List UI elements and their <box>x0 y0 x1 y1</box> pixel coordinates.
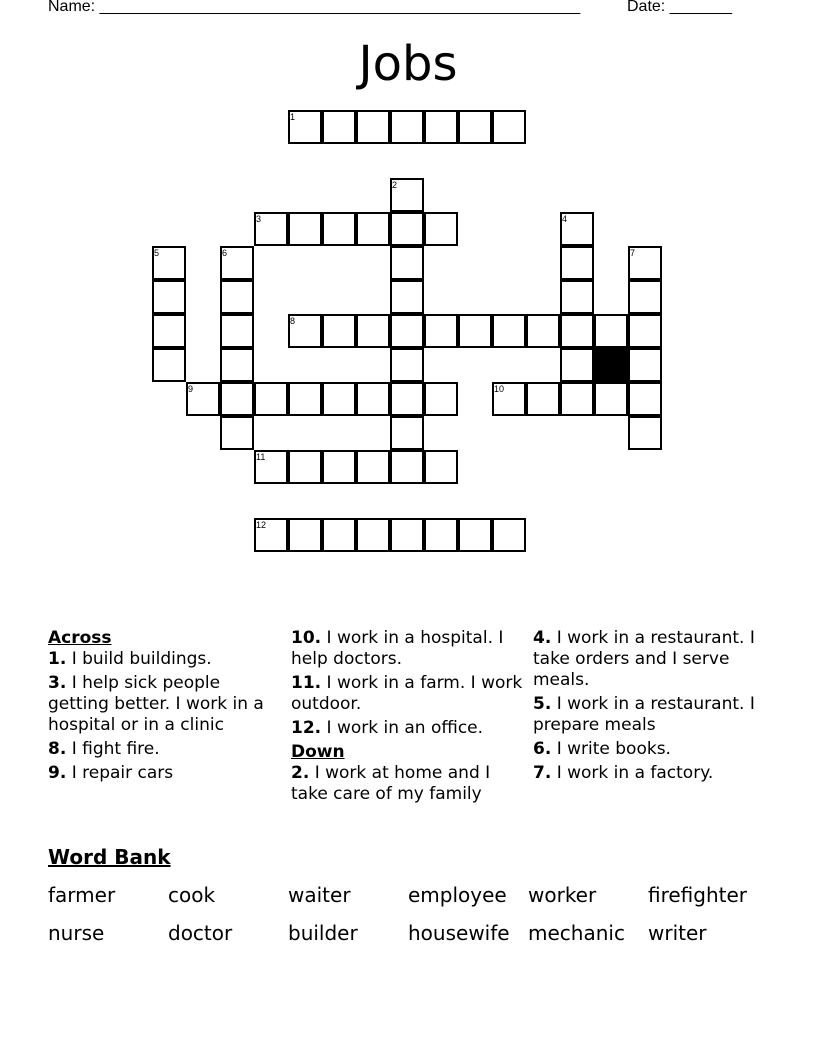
down-clue-7: 7. I work in a factory. <box>533 763 714 783</box>
word-bank-item: cook <box>168 883 216 907</box>
crossword-cell[interactable] <box>322 212 356 246</box>
clue-number: 1 <box>290 112 296 122</box>
crossword-cell[interactable] <box>390 518 424 552</box>
crossword-cell[interactable] <box>628 382 662 416</box>
crossword-cell[interactable] <box>288 212 322 246</box>
crossword-cell[interactable] <box>492 110 526 144</box>
crossword-cell[interactable] <box>390 212 424 246</box>
crossword-cell[interactable] <box>390 348 424 382</box>
crossword-cell[interactable] <box>220 416 254 450</box>
crossword-cell[interactable] <box>220 280 254 314</box>
crossword-cell[interactable] <box>220 382 254 416</box>
crossword-cell[interactable] <box>220 314 254 348</box>
crossword-cell[interactable] <box>492 314 526 348</box>
crossword-cell[interactable] <box>322 314 356 348</box>
crossword-cell[interactable] <box>254 382 288 416</box>
clue-column-1 <box>48 628 280 787</box>
crossword-cell[interactable] <box>458 518 492 552</box>
crossword-cell[interactable] <box>594 382 628 416</box>
crossword-cell[interactable] <box>356 110 390 144</box>
word-bank-item: worker <box>528 883 597 907</box>
across-clue-3: 3. I help sick people getting better. I work in a hospital or in a clinic <box>48 673 264 735</box>
crossword-cell[interactable] <box>628 416 662 450</box>
down-clue-5: 5. I work in a restaurant. I prepare meals <box>533 694 755 735</box>
across-heading: Across <box>48 628 112 648</box>
crossword-cell[interactable] <box>390 416 424 450</box>
word-bank-item: housewife <box>408 921 510 945</box>
word-bank-item: nurse <box>48 921 105 945</box>
crossword-cell[interactable] <box>458 314 492 348</box>
crossword-cell[interactable] <box>288 450 322 484</box>
crossword-cell[interactable] <box>390 246 424 280</box>
clue-number: 5 <box>154 248 160 258</box>
crossword-cell[interactable] <box>424 450 458 484</box>
word-bank-title: Word Bank <box>48 845 171 869</box>
crossword-cell[interactable] <box>424 212 458 246</box>
crossword-cell[interactable] <box>560 314 594 348</box>
word-bank-item: employee <box>408 883 507 907</box>
crossword-cell[interactable] <box>526 382 560 416</box>
page-title: Jobs <box>358 36 458 92</box>
word-bank-item: firefighter <box>648 883 748 907</box>
clue-number: 9 <box>188 384 194 394</box>
name-field-label: Name: ______________________________________________________ <box>48 0 581 15</box>
across-clue-12: 12. I work in an office. <box>291 718 484 738</box>
date-field-label: Date: _______ <box>627 0 732 15</box>
crossword-cell[interactable] <box>526 314 560 348</box>
crossword-cell[interactable] <box>560 382 594 416</box>
clue-number: 8 <box>290 316 296 326</box>
crossword-cell[interactable] <box>356 382 390 416</box>
clue-number: 2 <box>392 180 398 190</box>
crossword-cell[interactable] <box>628 280 662 314</box>
clue-number: 11 <box>256 452 266 462</box>
clue-column-2 <box>291 628 523 808</box>
word-bank-item: waiter <box>288 883 351 907</box>
clue-number: 4 <box>562 214 568 224</box>
word-bank-item: builder <box>288 921 358 945</box>
crossword-cell[interactable] <box>560 348 594 382</box>
crossword-black-cell <box>594 348 628 382</box>
across-clue-1: 1. I build buildings. <box>48 649 212 669</box>
clue-number: 12 <box>256 520 267 530</box>
clue-number: 7 <box>630 248 636 258</box>
down-clue-4: 4. I work in a restaurant. I take orders and I serve meals. <box>533 628 755 690</box>
crossword-cell[interactable] <box>356 450 390 484</box>
crossword-cell[interactable] <box>594 314 628 348</box>
crossword-cell[interactable] <box>390 280 424 314</box>
crossword-cell[interactable] <box>492 518 526 552</box>
crossword-cell[interactable] <box>560 246 594 280</box>
across-clue-11: 11. I work in a farm. I work outdoor. <box>291 673 523 714</box>
crossword-cell[interactable] <box>390 314 424 348</box>
crossword-cell[interactable] <box>322 518 356 552</box>
crossword-cell[interactable] <box>288 518 322 552</box>
crossword-cell[interactable] <box>458 110 492 144</box>
crossword-cell[interactable] <box>288 382 322 416</box>
word-bank-item: doctor <box>168 921 233 945</box>
crossword-cell[interactable] <box>220 348 254 382</box>
clue-number: 3 <box>256 214 262 224</box>
crossword-cell[interactable] <box>628 314 662 348</box>
crossword-cell[interactable] <box>152 348 186 382</box>
clue-number: 6 <box>222 248 228 258</box>
crossword-cell[interactable] <box>560 280 594 314</box>
crossword-cell[interactable] <box>356 314 390 348</box>
crossword-cell[interactable] <box>322 382 356 416</box>
word-bank-item: farmer <box>48 883 116 907</box>
crossword-cell[interactable] <box>424 110 458 144</box>
clue-number: 10 <box>494 384 505 394</box>
crossword-cell[interactable] <box>322 110 356 144</box>
across-clue-10: 10. I work in a hospital. I help doctors. <box>291 628 504 669</box>
crossword-cell[interactable] <box>390 110 424 144</box>
down-clue-2: 2. I work at home and I take care of my family <box>291 763 491 804</box>
crossword-cell[interactable] <box>152 314 186 348</box>
crossword-cell[interactable] <box>424 314 458 348</box>
crossword-cell[interactable] <box>152 280 186 314</box>
crossword-cell[interactable] <box>424 382 458 416</box>
word-bank-item: mechanic <box>528 921 625 945</box>
crossword-cell[interactable] <box>628 348 662 382</box>
crossword-cell[interactable] <box>356 212 390 246</box>
across-clue-9: 9. I repair cars <box>48 763 174 783</box>
down-clue-6: 6. I write books. <box>533 739 671 759</box>
across-clue-8: 8. I fight fire. <box>48 739 160 759</box>
crossword-cell[interactable] <box>424 518 458 552</box>
crossword-cell[interactable] <box>390 382 424 416</box>
word-bank-item: writer <box>648 921 707 945</box>
crossword-cell[interactable] <box>356 518 390 552</box>
crossword-cell[interactable] <box>390 450 424 484</box>
clue-column-3 <box>533 628 773 787</box>
down-heading: Down <box>291 742 345 762</box>
crossword-cell[interactable] <box>322 450 356 484</box>
